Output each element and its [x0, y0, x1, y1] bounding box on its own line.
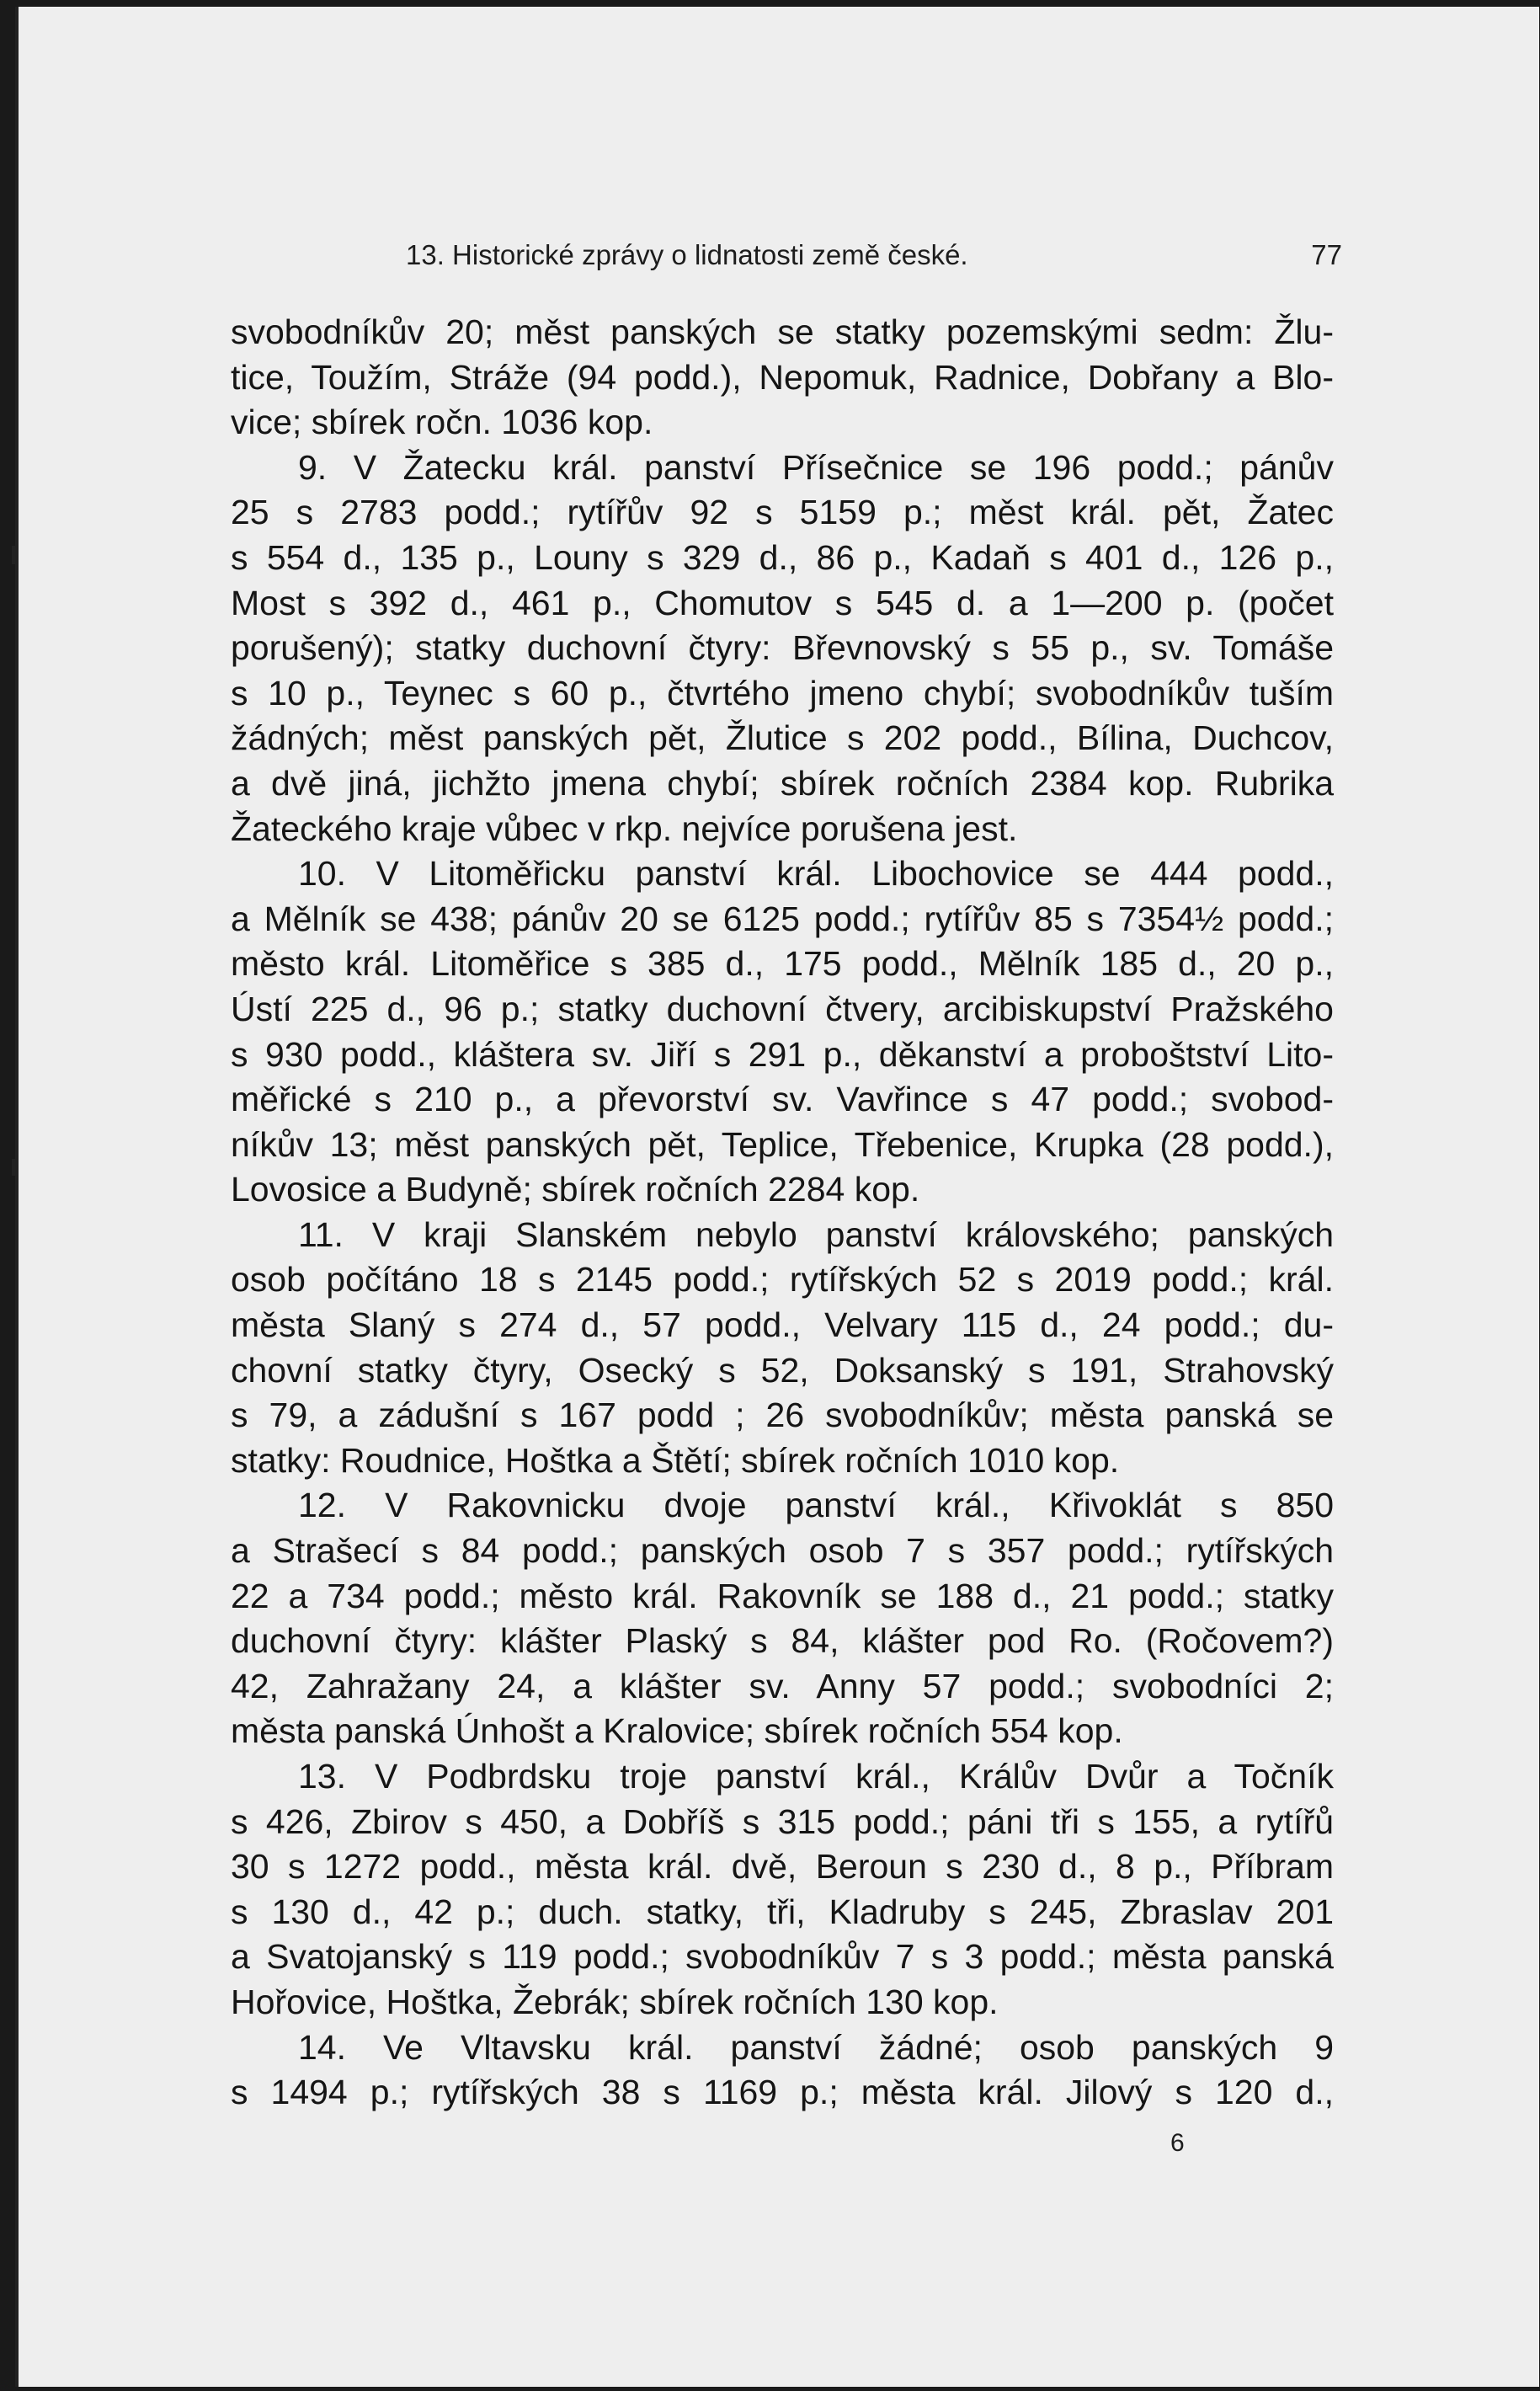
body-text	[231, 310, 1334, 2116]
margin-mark	[12, 1159, 19, 1176]
text-line: 30 s 1272 podd., města král. dvě, Beroun s 230 d., 8 p., Příbram	[231, 1847, 1334, 1887]
text-line: 42, Zahražany 24, a klášter sv. Anny 57 podd.; svobodníci 2;	[231, 1666, 1334, 1705]
text-line: a dvě jiná, jichžto jmena chybí; sbírek ročních 2384 kop. Rubrika	[231, 763, 1334, 803]
text-line: a Strašecí s 84 podd.; panských osob 7 s 357 podd.; rytířských	[231, 1531, 1334, 1571]
text-line: 14. Ve Vltavsku král. panství žádné; osob panských 9	[298, 2027, 1334, 2067]
text-line: Lovosice a Budyně; sbírek ročních 2284 kop.	[231, 1170, 920, 1209]
text-line: 13. V Podbrdsku troje panství král., Králův Dvůr a Točník	[298, 1757, 1334, 1796]
text-line: měřické s 210 p., a převorství sv. Vavřince s 47 podd.; svobod-	[231, 1080, 1334, 1119]
text-line: a Svatojanský s 119 podd.; svobodníkův 7 s 3 podd.; města panská	[231, 1937, 1334, 1977]
text-line: s 1494 p.; rytířských 38 s 1169 p.; města král. Jilový s 120 d.,	[231, 2073, 1334, 2112]
text-line: 12. V Rakovnicku dvoje panství král., Křivoklát s 850	[298, 1486, 1334, 1525]
text-line: 9. V Žatecku král. panství Přísečnice se 196 podd.; pánův	[298, 447, 1334, 487]
text-line: Most s 392 d., 461 p., Chomutov s 545 d. a 1—200 p. (počet	[231, 583, 1334, 622]
text-line: město král. Litoměřice s 385 d., 175 podd., Mělník 185 d., 20 p.,	[231, 944, 1334, 984]
text-line: Žateckého kraje vůbec v rkp. nejvíce porušena jest.	[231, 809, 1018, 848]
text-line: 11. V kraji Slanském nebylo panství královského; panských	[298, 1214, 1334, 1254]
text-line: Ústí 225 d., 96 p.; statky duchovní čtvery, arcibiskupství Pražského	[231, 989, 1334, 1028]
text-line: města panská Únhošt a Kralovice; sbírek ročních 554 kop.	[231, 1711, 1123, 1751]
page-number: 77	[1311, 239, 1342, 270]
text-line: chovní statky čtyry, Osecký s 52, Doksanský s 191, Strahovský	[231, 1350, 1334, 1390]
text-line: tice, Toužím, Stráže (94 podd.), Nepomuk, Radnice, Dobřany a Blo-	[231, 357, 1334, 397]
text-line: statky: Roudnice, Hoštka a Štětí; sbírek ročních 1010 kop.	[231, 1440, 1120, 1480]
text-line: s 130 d., 42 p.; duch. statky, tři, Kladruby s 245, Zbraslav 201	[231, 1892, 1334, 1931]
text-line: s 79, a zádušní s 167 podd ; 26 svobodníkův; města panská se	[231, 1396, 1334, 1435]
book-page	[15, 7, 1539, 2387]
signature-mark: 6	[1170, 2129, 1185, 2157]
header-title: 13. Historické zprávy o lidnatosti země české.	[406, 239, 968, 270]
text-line: svobodníkův 20; měst panských se statky pozemskými sedm: Žlu-	[231, 312, 1334, 351]
text-line: 25 s 2783 podd.; rytířův 92 s 5159 p.; měst král. pět, Žatec	[231, 493, 1334, 532]
text-line: města Slaný s 274 d., 57 podd., Velvary 115 d., 24 podd.; du-	[231, 1305, 1334, 1345]
text-line: vice; sbírek ročn. 1036 kop.	[231, 403, 653, 442]
text-line: níkův 13; měst panských pět, Teplice, Třebenice, Krupka (28 podd.),	[231, 1124, 1334, 1164]
text-line: s 10 p., Teynec s 60 p., čtvrtého jmeno chybí; svobodníkův tuším	[231, 673, 1334, 712]
text-line: žádných; měst panských pět, Žlutice s 202 podd., Bílina, Duchcov,	[231, 718, 1334, 758]
text-line: s 554 d., 135 p., Louny s 329 d., 86 p., Kadaň s 401 d., 126 p.,	[231, 537, 1334, 577]
text-line: s 930 podd., kláštera sv. Jiří s 291 p., děkanství a proboštství Lito-	[231, 1034, 1334, 1074]
text-line: porušený); statky duchovní čtyry: Břevnovský s 55 p., sv. Tomáše	[231, 628, 1334, 668]
text-line: duchovní čtyry: klášter Plaský s 84, klášter pod Ro. (Ročovem?)	[231, 1621, 1334, 1661]
text-line: 22 a 734 podd.; město král. Rakovník se 188 d., 21 podd.; statky	[231, 1576, 1334, 1615]
text-line: s 426, Zbirov s 450, a Dobříš s 315 podd.; páni tři s 155, a rytířů	[231, 1801, 1334, 1841]
margin-mark	[12, 546, 17, 564]
text-line: osob počítáno 18 s 2145 podd.; rytířských 52 s 2019 podd.; král.	[231, 1260, 1334, 1300]
text-line: 10. V Litoměřicku panství král. Libochovice se 444 podd.,	[298, 854, 1334, 894]
text-line: Hořovice, Hoštka, Žebrák; sbírek ročních 130 kop.	[231, 1982, 999, 2021]
text-line: a Mělník se 438; pánův 20 se 6125 podd.; rytířův 85 s 7354½ podd.;	[231, 899, 1334, 938]
